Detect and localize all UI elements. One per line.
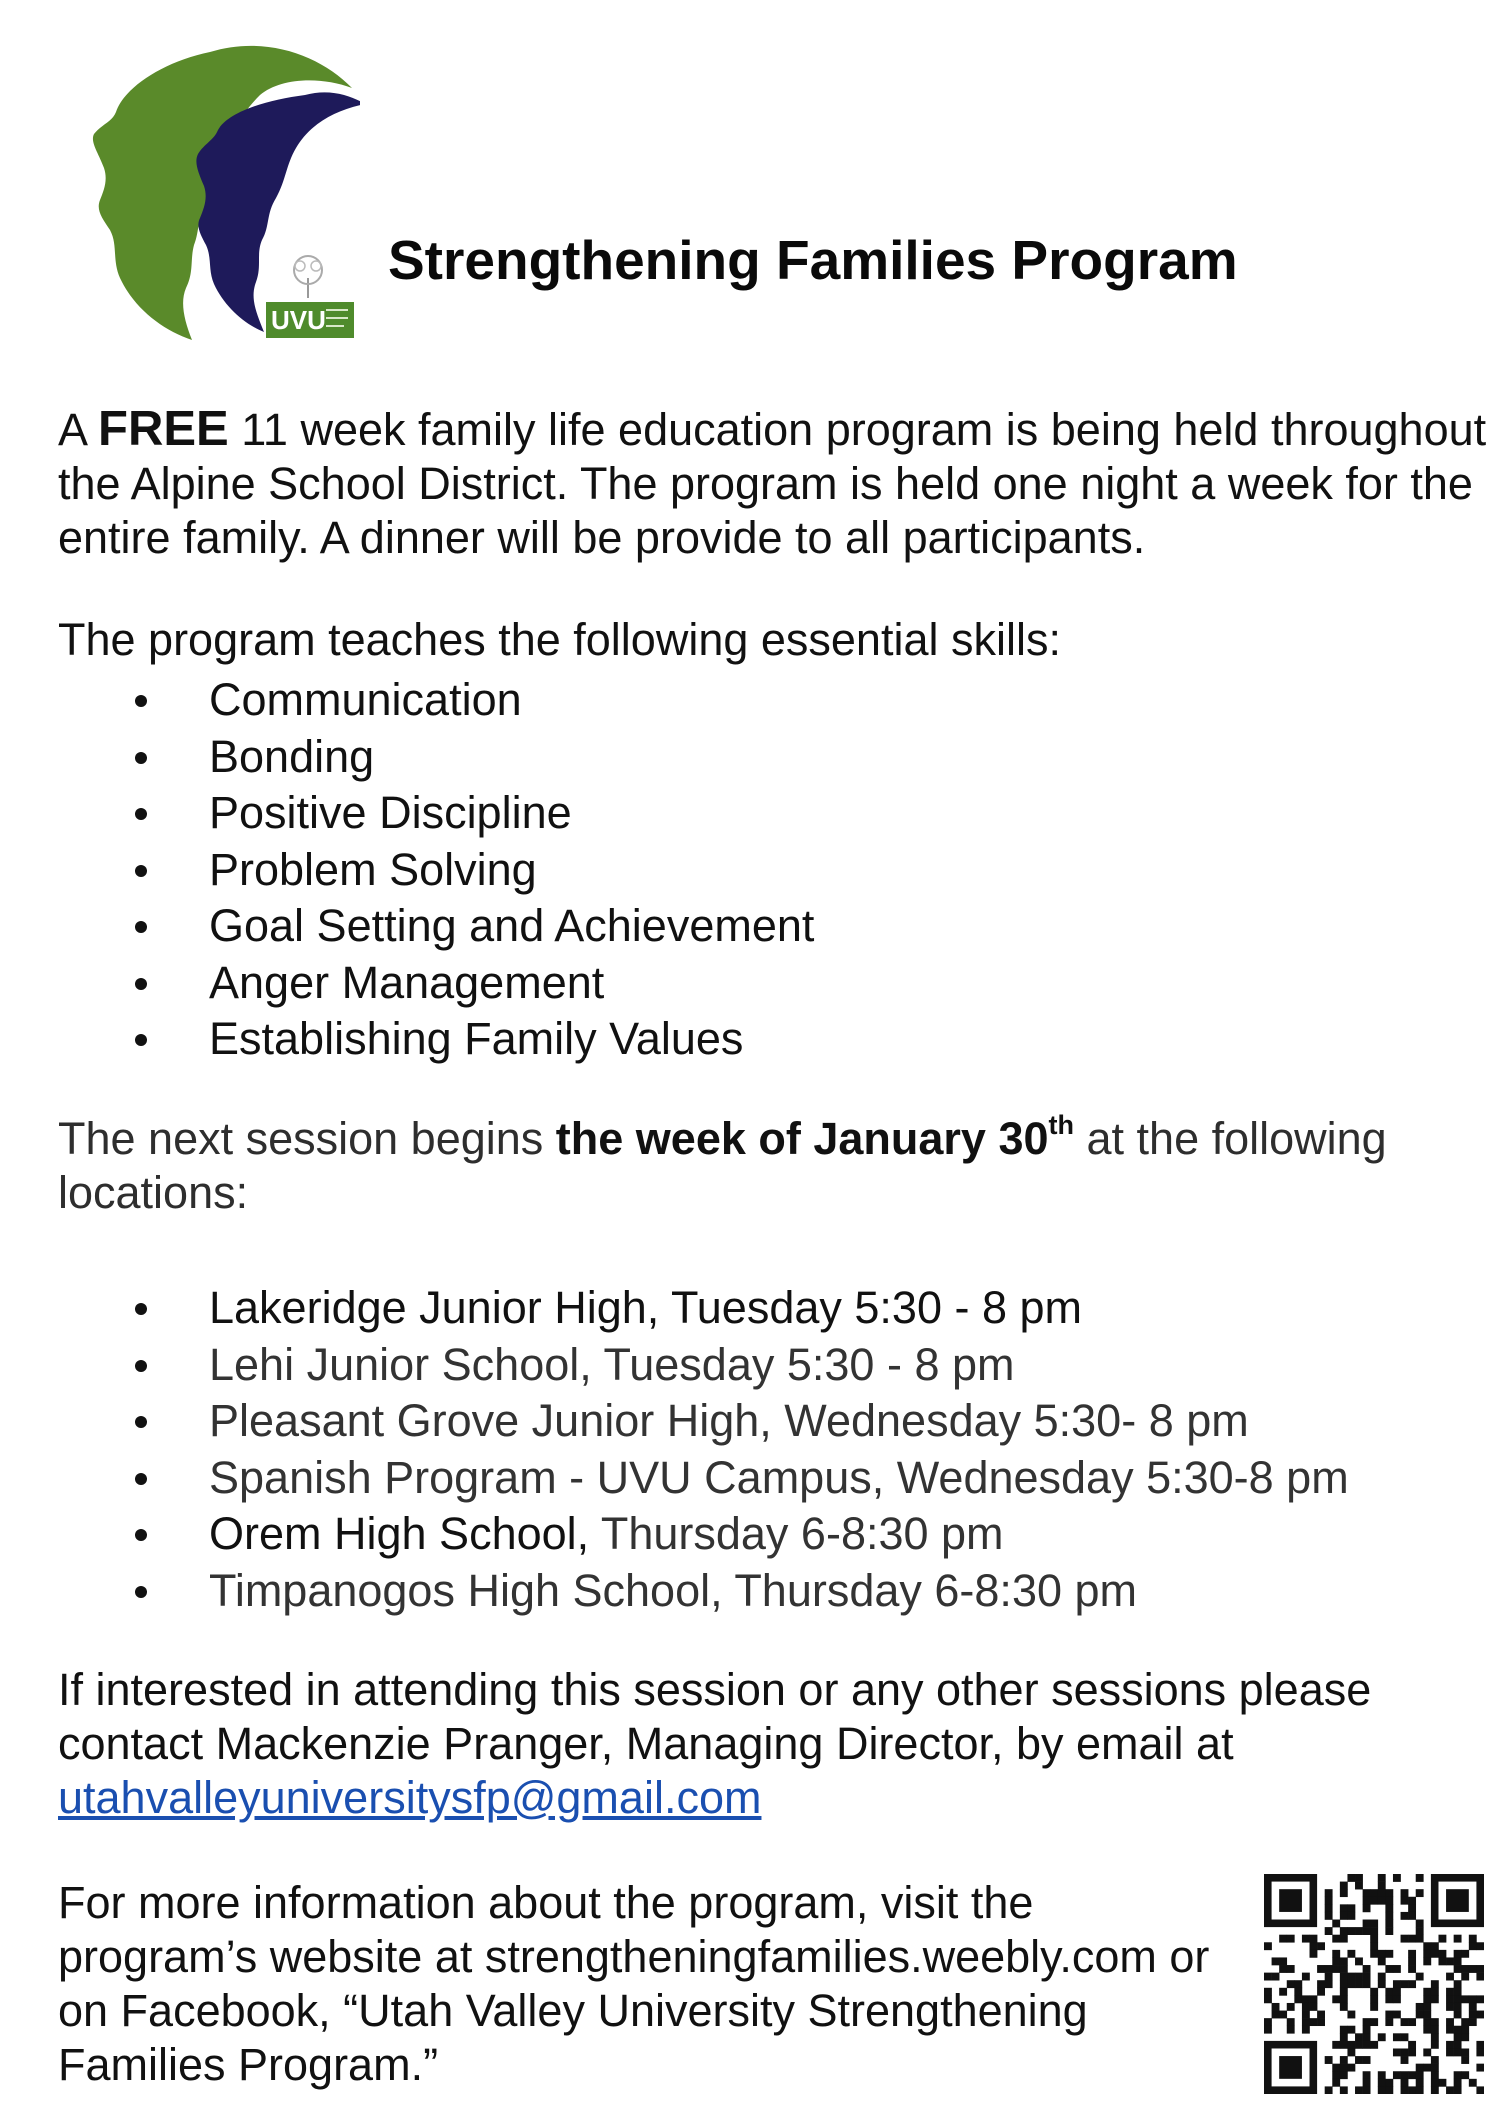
uvu-logo-text: UVU bbox=[271, 305, 326, 335]
navy-face-silhouette bbox=[196, 92, 360, 332]
free-emphasis: FREE bbox=[98, 402, 229, 456]
session-tail: at the following locations: bbox=[58, 1113, 1387, 1218]
session-lead: The next session begins bbox=[58, 1113, 556, 1164]
list-item: Positive Discipline bbox=[58, 785, 1458, 842]
intro-text: 11 week family life education program is being held throughout the Alpine School District. The program is held one night a week for the entire family. A dinner will be provide to all participants. bbox=[58, 404, 1487, 563]
list-item: Bonding bbox=[58, 729, 1458, 786]
location-item: Pleasant Grove Junior High, Wednesday 5:30- 8 pm bbox=[58, 1393, 1458, 1450]
list-item: Goal Setting and Achievement bbox=[58, 898, 1458, 955]
session-date: the week of January 30th bbox=[555, 1110, 1074, 1164]
qr-code[interactable] bbox=[1264, 1874, 1484, 2094]
location-item: Orem High School, Thursday 6-8:30 pm bbox=[58, 1506, 1458, 1563]
contact-paragraph bbox=[58, 1663, 1498, 1825]
skills-list bbox=[58, 672, 1458, 1068]
contact-text: If interested in attending this session or any other sessions please contact Mackenzie Pranger, Managing Director, by email at bbox=[58, 1664, 1372, 1769]
location-item: Lakeridge Junior High, Tuesday 5:30 - 8 pm bbox=[58, 1280, 1458, 1337]
skills-heading: The program teaches the following essential skills: bbox=[58, 614, 1061, 665]
session-paragraph bbox=[58, 1112, 1498, 1220]
list-item: Anger Management bbox=[58, 955, 1458, 1012]
list-item: Communication bbox=[58, 672, 1458, 729]
intro-paragraph bbox=[58, 402, 1498, 565]
list-item: Problem Solving bbox=[58, 842, 1458, 899]
tree-icon bbox=[294, 256, 322, 298]
location-item: Timpanogos High School, Thursday 6-8:30 pm bbox=[58, 1563, 1458, 1620]
program-logo bbox=[90, 40, 360, 360]
intro-prefix: A bbox=[58, 404, 99, 455]
more-info-paragraph: For more information about the program, visit the program’s website at strengtheningfamilies.weebly.com or on Facebook, “Utah Valley University Strengthening Families Program.” bbox=[58, 1877, 1210, 2090]
location-item: Spanish Program - UVU Campus, Wednesday 5:30-8 pm bbox=[58, 1450, 1458, 1507]
email-link[interactable]: utahvalleyuniversitysfp@gmail.com bbox=[58, 1772, 762, 1823]
location-item: Lehi Junior School, Tuesday 5:30 - 8 pm bbox=[58, 1337, 1458, 1394]
locations-list bbox=[58, 1280, 1458, 1619]
page-title: Strengthening Families Program bbox=[388, 229, 1238, 291]
list-item: Establishing Family Values bbox=[58, 1011, 1458, 1068]
